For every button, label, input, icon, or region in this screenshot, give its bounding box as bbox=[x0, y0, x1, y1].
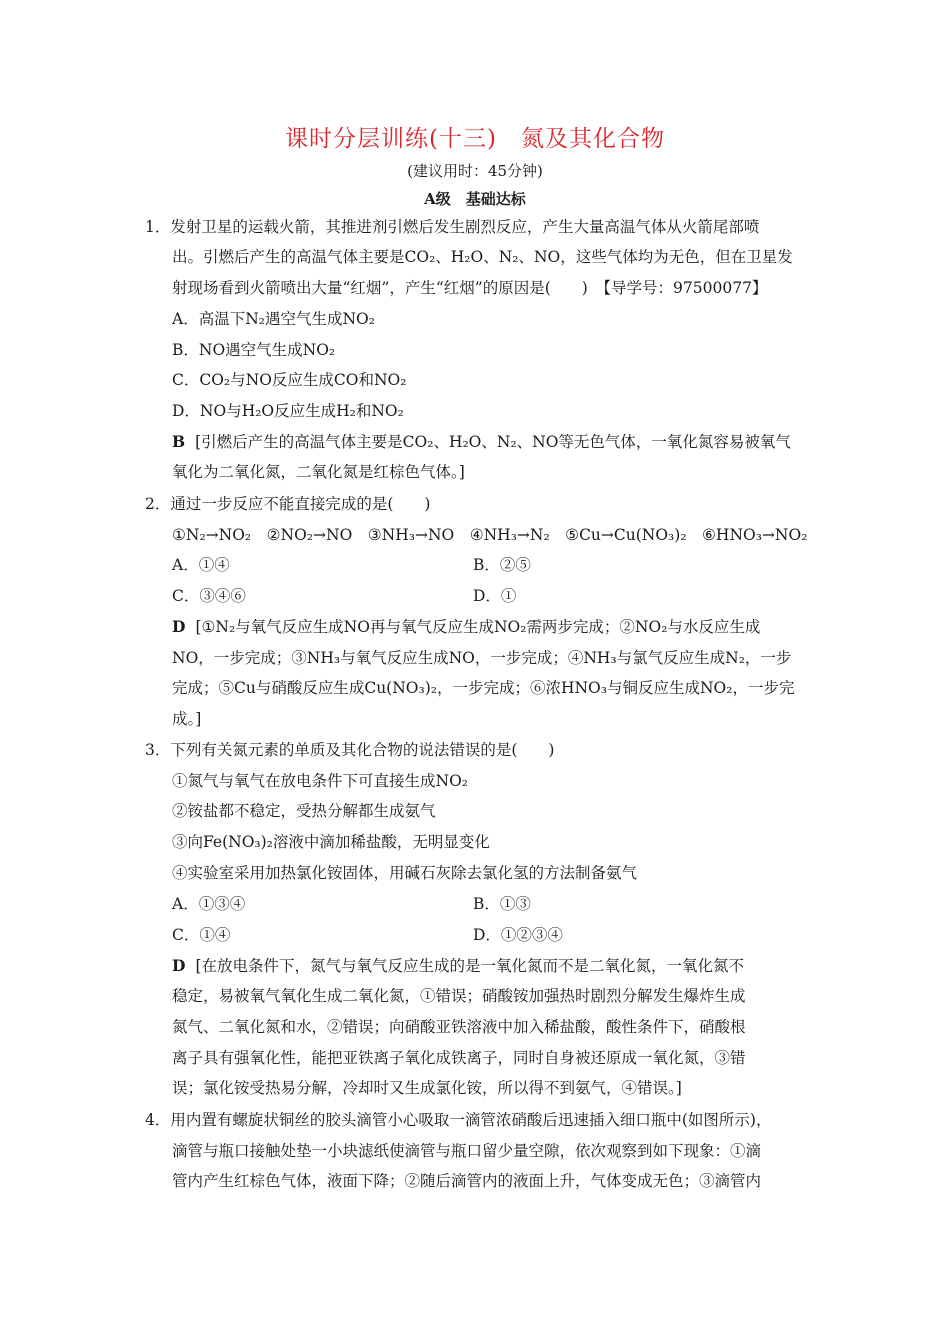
q3-statement-4: ④实验室采用加热氯化铵固体，用碱石灰除去氯化氢的方法制备氨气 bbox=[172, 864, 638, 882]
q4-stem-line-2: 滴管与瓶口接触处垫一小块滤纸使滴管与瓶口留少量空隙，依次观察到如下现象：①滴 bbox=[172, 1142, 762, 1160]
q4-stem-line-1: 4．用内置有螺旋状铜丝的胶头滴管小心吸取一滴管浓硝酸后迅速插入细口瓶中(如图所示)， bbox=[145, 1111, 772, 1129]
q2-answer-line-1 bbox=[172, 617, 760, 637]
q1-option-d: D．NO与H₂O反应生成H₂和NO₂ bbox=[172, 402, 404, 420]
q1-stem-line-2: 出。引燃后产生的高温气体主要是CO₂、H₂O、N₂、NO，这些气体均为无色，但在卫星发 bbox=[172, 248, 793, 266]
q1-explanation-1: [引燃后产生的高温气体主要是CO₂、H₂O、N₂、NO等无色气体，一氧化氮容易被氧气 bbox=[195, 433, 791, 451]
q2-answer-line-2: NO，一步完成；③NH₃与氧气反应生成NO，一步完成；④NH₃与氯气反应生成N₂，一步 bbox=[172, 649, 792, 667]
q3-answer-letter: D bbox=[172, 956, 186, 975]
q2-option-c: C．③④⑥ bbox=[172, 587, 246, 605]
q1-answer-letter: B bbox=[172, 432, 186, 451]
q3-option-d: D．①②③④ bbox=[473, 926, 563, 944]
q2-answer-letter: D bbox=[172, 617, 186, 636]
q2-option-b: B．②⑤ bbox=[473, 556, 531, 574]
page-title: 课时分层训练(十三) 氮及其化合物 bbox=[285, 126, 665, 152]
q3-answer-line-2: 稳定，易被氧气氧化生成二氧化氮，①错误；硝酸铵加强热时剧烈分解发生爆炸生成 bbox=[172, 987, 746, 1005]
q3-option-a: A．①③④ bbox=[172, 895, 246, 913]
q3-answer-line-3: 氮气、二氧化氮和水，②错误；向硝酸亚铁溶液中加入稀盐酸，酸性条件下，硝酸根 bbox=[172, 1018, 746, 1036]
level-heading: A级 基础达标 bbox=[424, 190, 526, 208]
q3-statement-1: ①氮气与氧气在放电条件下可直接生成NO₂ bbox=[172, 772, 468, 790]
q3-option-c: C．①④ bbox=[172, 926, 231, 944]
q3-statement-3: ③向Fe(NO₃)₂溶液中滴加稀盐酸，无明显变化 bbox=[172, 833, 490, 851]
q4-stem-line-3: 管内产生红棕色气体，液面下降；②随后滴管内的液面上升，气体变成无色；③滴管内 bbox=[172, 1172, 762, 1190]
q1-option-c: C．CO₂与NO反应生成CO和NO₂ bbox=[172, 371, 407, 389]
q2-explanation-1: [①N₂与氧气反应生成NO再与氧气反应生成NO₂需两步完成；②NO₂与水反应生成 bbox=[195, 618, 761, 636]
q3-statement-2: ②铵盐都不稳定，受热分解都生成氨气 bbox=[172, 802, 436, 820]
q1-stem-line-3: 射现场看到火箭喷出大量“红烟”，产生“红烟”的原因是( ) 【导学号：97500077】 bbox=[172, 279, 768, 297]
q2-stem: 2．通过一步反应不能直接完成的是( ) bbox=[145, 495, 431, 513]
q3-option-b: B．①③ bbox=[473, 895, 531, 913]
q1-answer-line-2: 氧化为二氧化氮，二氧化氮是红棕色气体。] bbox=[172, 463, 465, 481]
q3-stem: 3．下列有关氮元素的单质及其化合物的说法错误的是( ) bbox=[145, 741, 555, 759]
q1-stem-line-1: 1．发射卫星的运载火箭，其推进剂引燃后发生剧烈反应，产生大量高温气体从火箭尾部喷 bbox=[145, 218, 760, 236]
q2-option-a: A．①④ bbox=[172, 556, 230, 574]
q1-option-b: B．NO遇空气生成NO₂ bbox=[172, 341, 336, 359]
q3-answer-line-4: 离子具有强氧化性，能把亚铁离子氧化成铁离子，同时自身被还原成一氧化氮，③错 bbox=[172, 1049, 746, 1067]
q3-answer-line-5: 误；氯化铵受热易分解，冷却时又生成氯化铵，所以得不到氨气，④错误。] bbox=[172, 1079, 682, 1097]
q3-answer-line-1 bbox=[172, 956, 744, 976]
q2-option-d: D．① bbox=[473, 587, 517, 605]
q2-answer-line-4: 成。] bbox=[172, 710, 202, 728]
q2-answer-line-3: 完成；⑤Cu与硝酸反应生成Cu(NO₃)₂，一步完成；⑥浓HNO₃与铜反应生成NO₂，一步完 bbox=[172, 679, 795, 697]
q2-items: ①N₂→NO₂ ②NO₂→NO ③NH₃→NO ④NH₃→N₂ ⑤Cu→Cu(NO₃)₂ ⑥HNO₃→NO₂ bbox=[172, 526, 808, 544]
time-suggestion: (建议用时：45分钟) bbox=[407, 162, 543, 180]
q1-answer-line-1 bbox=[172, 432, 791, 452]
q3-explanation-1: [在放电条件下，氮气与氧气反应生成的是一氧化氮而不是二氧化氮，一氧化氮不 bbox=[195, 957, 745, 975]
q1-option-a: A．高温下N₂遇空气生成NO₂ bbox=[172, 310, 375, 328]
